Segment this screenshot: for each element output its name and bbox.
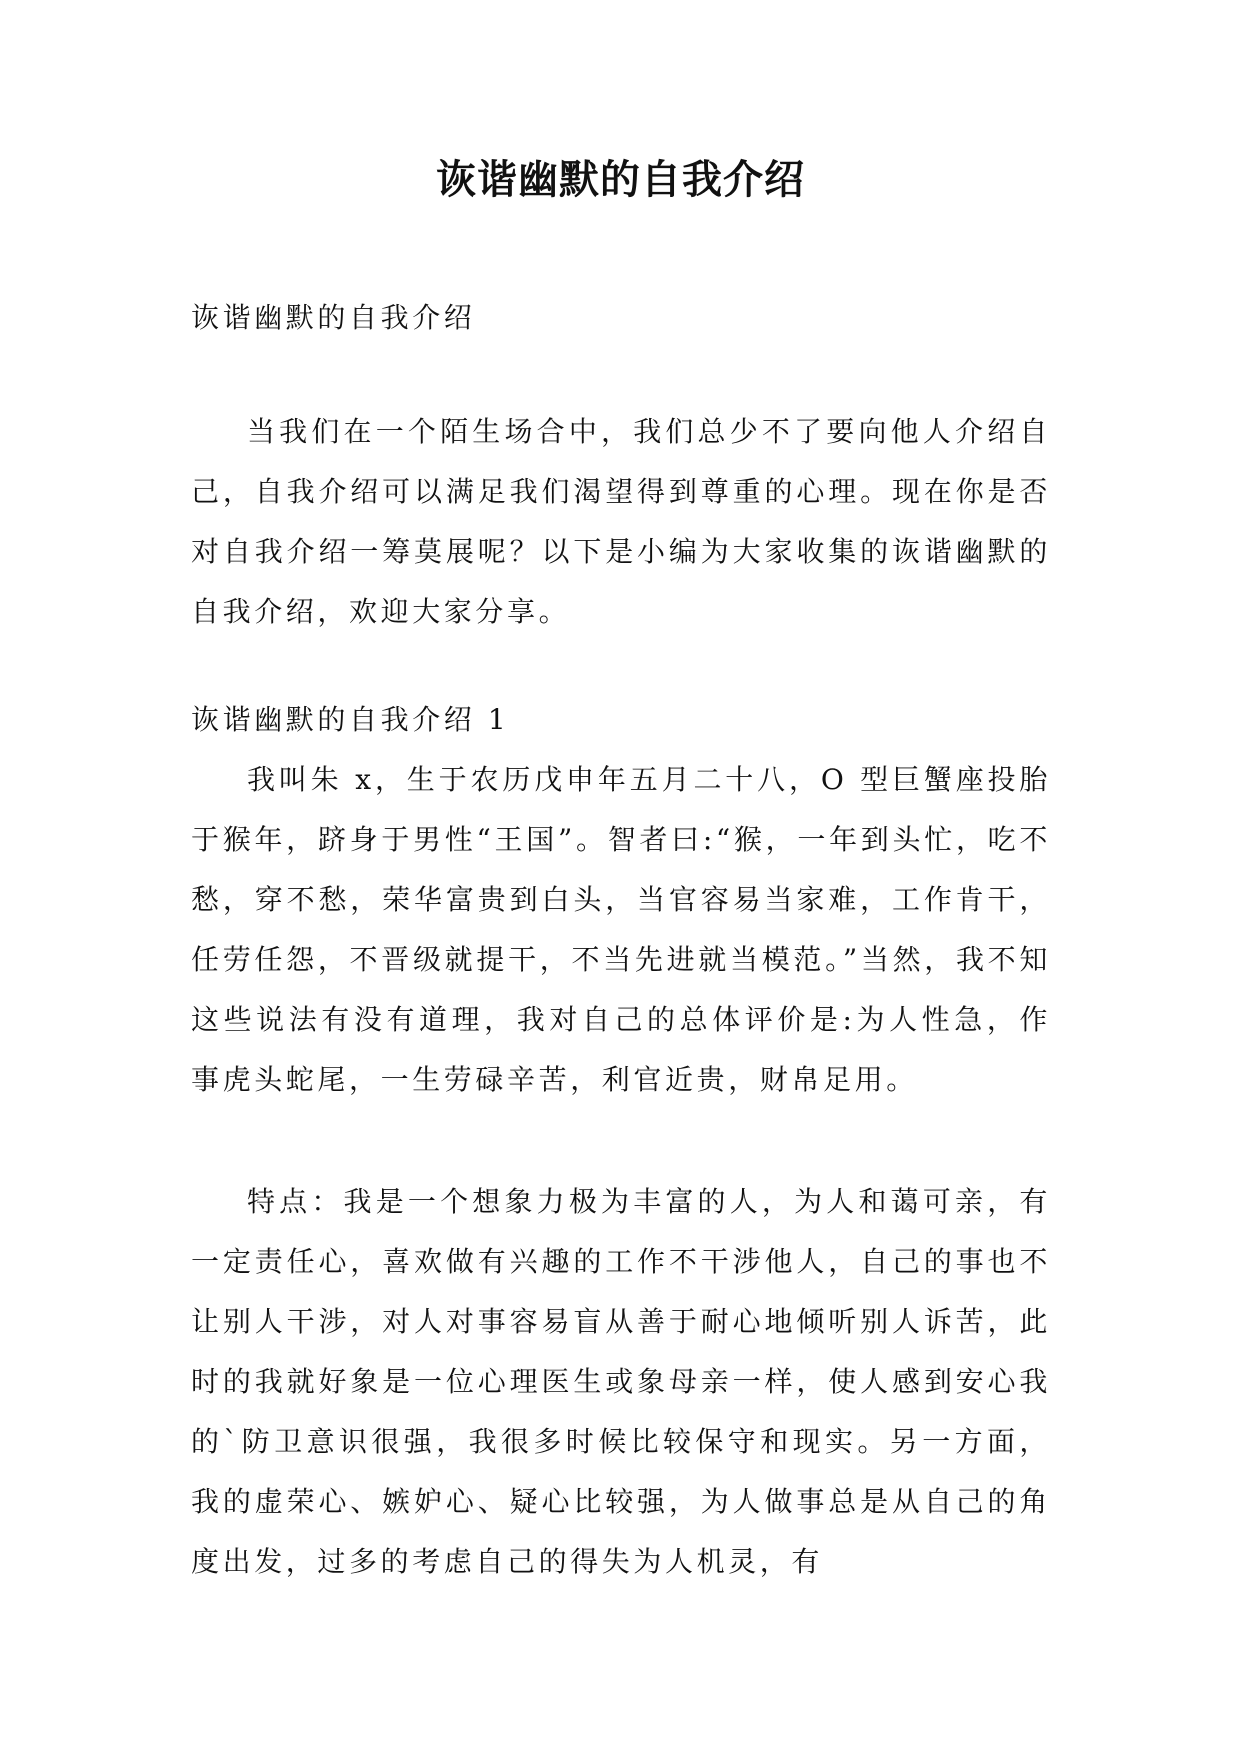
section-heading: 诙谐幽默的自我介绍 1 xyxy=(191,703,510,736)
intro-paragraph: 当我们在一个陌生场合中，我们总少不了要向他人介绍自己，自我介绍可以满足我们渴望得到尊重的心理。现在你是否对自我介绍一筹莫展呢？以下是小编为大家收集的诙谐幽默的自我介绍，欢迎大家分享。 xyxy=(191,415,1051,628)
document-subtitle: 诙谐幽默的自我介绍 xyxy=(191,301,476,334)
page-title: 诙谐幽默的自我介绍 xyxy=(436,156,805,203)
body-paragraph-1: 我叫朱 x，生于农历戊申年五月二十八，O 型巨蟹座投胎于猴年，跻身于男性“王国”。智者曰:“猴，一年到头忙，吃不愁，穿不愁，荣华富贵到白头，当官容易当家难，工作肯干，任劳任怨，不晋级就提干，不当先进就当模范。”当然，我不知这些说法有没有道理，我对自己的总体评价是:为人性急，作事虎头蛇尾，一生劳碌辛苦，利官近贵，财帛足用。 xyxy=(191,763,1051,1096)
body-paragraph-2: 特点：我是一个想象力极为丰富的人，为人和蔼可亲，有一定责任心，喜欢做有兴趣的工作不干涉他人，自己的事也不让别人干涉，对人对事容易盲从善于耐心地倾听别人诉苦，此时的我就好象是一位心理医生或象母亲一样，使人感到安心我的`防卫意识很强，我很多时候比较保守和现实。另一方面，我的虚荣心、嫉妒心、疑心比较强，为人做事总是从自己的角度出发，过多的考虑自己的得失为人机灵，有 xyxy=(191,1185,1051,1578)
